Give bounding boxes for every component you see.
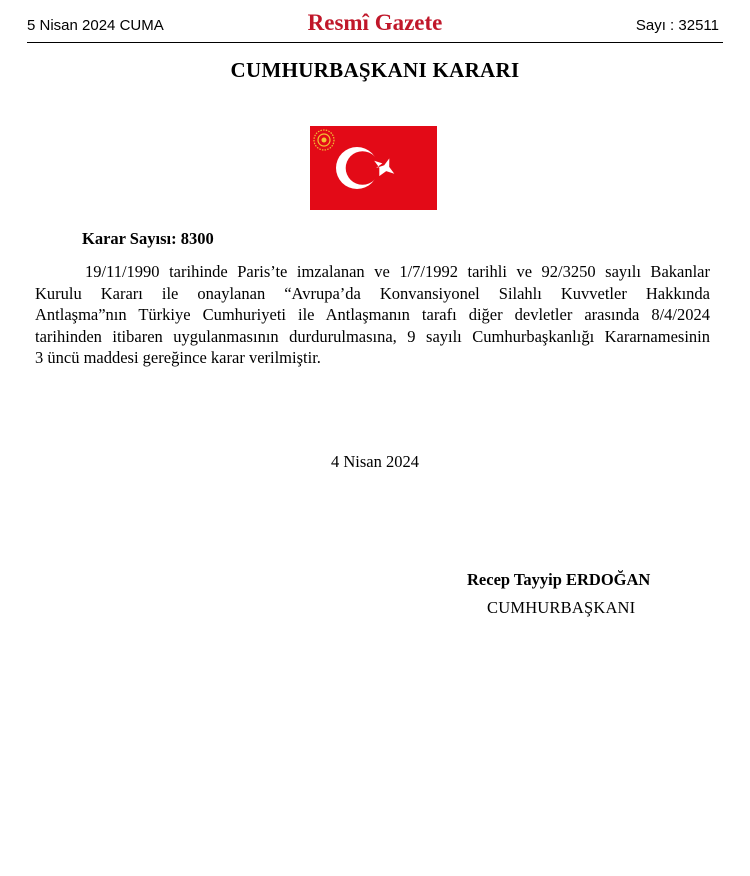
body-line: Antlaşma”nın Türkiye Cumhuriyeti ile Antlaşmanın tarafı diğer devletler arasında 8/4/2024 (35, 305, 710, 324)
turkish-flag-icon (310, 126, 437, 210)
decision-body (35, 261, 710, 369)
body-line: 19/11/1990 tarihinde Paris’te imzalanan ve 1/7/1992 tarihli ve 92/3250 sayılı Bakanlar (85, 262, 710, 281)
gazette-header (27, 10, 723, 43)
body-line: tarihinden itibaren uygulanmasının durdurulmasına, 9 sayılı Cumhurbaşkanlığı Kararnamesinin (35, 326, 710, 346)
decision-number: Karar Sayısı: 8300 (82, 229, 214, 248)
signer-name: Recep Tayyip ERDOĞAN (467, 570, 651, 589)
gazette-name: Resmî Gazete (307, 10, 443, 35)
issue-number: Sayı : 32511 (635, 17, 719, 34)
body-line: 3 üncü maddesi gereğince karar verilmiştir. (35, 348, 321, 367)
body-line: Kurulu Kararı ile onaylanan “Avrupa’da Konvansiyonel Silahlı Kuvvetler Hakkında (35, 283, 710, 303)
document-title: CUMHURBAŞKANI KARARI (230, 58, 520, 82)
signature-date: 4 Nisan 2024 (331, 452, 419, 471)
issue-date: 5 Nisan 2024 CUMA (27, 17, 164, 34)
signer-title: CUMHURBAŞKANI (487, 598, 636, 617)
